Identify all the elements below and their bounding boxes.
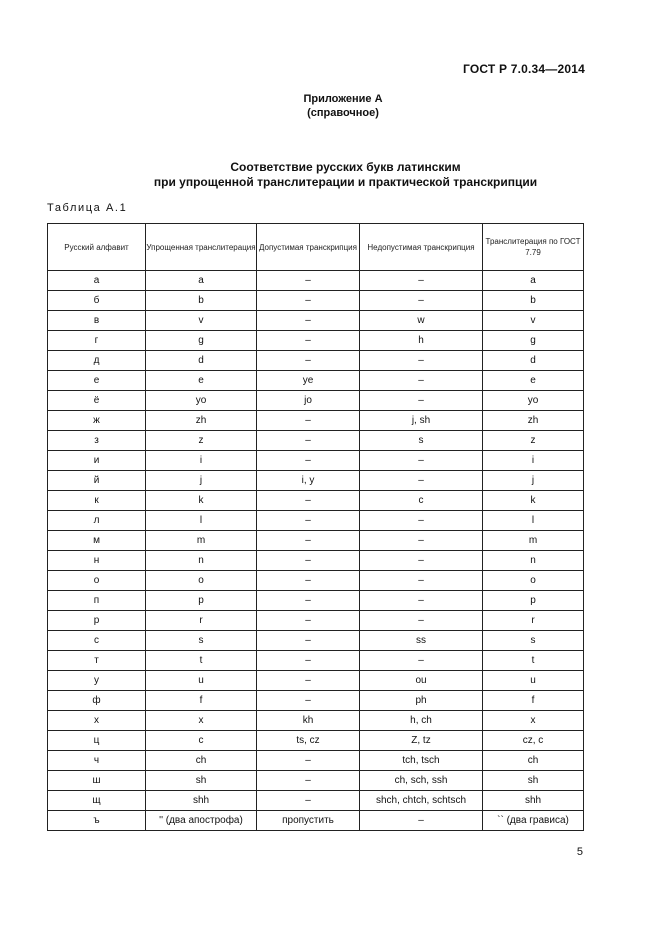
table-cell: – [257, 671, 360, 691]
column-header: Недопустимая транскрипция [360, 224, 483, 271]
table-cell: – [257, 451, 360, 471]
table-cell: e [146, 371, 257, 391]
table-cell: – [360, 391, 483, 411]
table-cell: p [483, 591, 584, 611]
table-cell: у [48, 671, 146, 691]
table-cell: – [257, 591, 360, 611]
table-row [48, 411, 584, 431]
table-cell: u [146, 671, 257, 691]
table-cell: к [48, 491, 146, 511]
table-cell: t [146, 651, 257, 671]
table-cell: '' (два апострофа) [146, 811, 257, 831]
table-row [48, 491, 584, 511]
table-cell: b [483, 291, 584, 311]
table-cell: t [483, 651, 584, 671]
table-row [48, 711, 584, 731]
table-cell: – [257, 411, 360, 431]
table-cell: – [360, 611, 483, 631]
table-cell: r [146, 611, 257, 631]
table-cell: – [257, 771, 360, 791]
table-cell: ts, cz [257, 731, 360, 751]
table-cell: x [483, 711, 584, 731]
table-row [48, 511, 584, 531]
table-cell: л [48, 511, 146, 531]
table-cell: s [360, 431, 483, 451]
table-cell: Z, tz [360, 731, 483, 751]
table-header-row [48, 224, 584, 271]
table-cell: – [257, 351, 360, 371]
table-cell: i [146, 451, 257, 471]
table-row [48, 571, 584, 591]
table-cell: – [360, 811, 483, 831]
table-cell: `` (два грависа) [483, 811, 584, 831]
table-cell: w [360, 311, 483, 331]
table-cell: ye [257, 371, 360, 391]
table-cell: k [483, 491, 584, 511]
table-cell: e [483, 371, 584, 391]
table-cell: r [483, 611, 584, 631]
table-cell: d [146, 351, 257, 371]
table-cell: v [483, 311, 584, 331]
table-cell: p [146, 591, 257, 611]
table-cell: е [48, 371, 146, 391]
table-row [48, 451, 584, 471]
table-cell: – [257, 551, 360, 571]
transliteration-table [47, 223, 584, 831]
table-cell: sh [146, 771, 257, 791]
table-cell: щ [48, 791, 146, 811]
table-cell: – [257, 511, 360, 531]
appendix-type: (справочное) [307, 107, 379, 119]
column-header: Русский алфавит [48, 224, 146, 271]
table-cell: z [146, 431, 257, 451]
table-cell: sh [483, 771, 584, 791]
table-cell: zh [483, 411, 584, 431]
table-cell: – [257, 691, 360, 711]
column-header: Транслитерация по ГОСТ 7.79 [483, 224, 584, 271]
table-cell: cz, c [483, 731, 584, 751]
table-cell: j [483, 471, 584, 491]
table-cell: – [360, 471, 483, 491]
table-cell: m [483, 531, 584, 551]
appendix-label: Приложение А [303, 93, 383, 105]
table-cell: и [48, 451, 146, 471]
table-cell: b [146, 291, 257, 311]
table-cell: о [48, 571, 146, 591]
table-cell: ъ [48, 811, 146, 831]
table-cell: ss [360, 631, 483, 651]
table-cell: l [483, 511, 584, 531]
table-row [48, 651, 584, 671]
table-cell: пропустить [257, 811, 360, 831]
table-cell: f [146, 691, 257, 711]
table-cell: т [48, 651, 146, 671]
table-cell: f [483, 691, 584, 711]
table-cell: d [483, 351, 584, 371]
table-cell: – [257, 531, 360, 551]
table-cell: – [257, 331, 360, 351]
table-row [48, 771, 584, 791]
table-cell: l [146, 511, 257, 531]
table-row [48, 591, 584, 611]
table-cell: s [483, 631, 584, 651]
table-cell: – [360, 351, 483, 371]
table-cell: м [48, 531, 146, 551]
table-cell: i, y [257, 471, 360, 491]
table-cell: tch, tsch [360, 751, 483, 771]
table-cell: ch, sch, ssh [360, 771, 483, 791]
table-cell: – [257, 611, 360, 631]
table-cell: v [146, 311, 257, 331]
table-cell: ф [48, 691, 146, 711]
table-cell: – [257, 311, 360, 331]
table-cell: k [146, 491, 257, 511]
table-cell: c [360, 491, 483, 511]
table-cell: c [146, 731, 257, 751]
table-row [48, 691, 584, 711]
table-cell: ч [48, 751, 146, 771]
table-cell: – [360, 451, 483, 471]
table-cell: – [360, 291, 483, 311]
table-cell: shh [146, 791, 257, 811]
table-cell: – [257, 791, 360, 811]
table-row [48, 311, 584, 331]
table-cell: yo [146, 391, 257, 411]
table-cell: г [48, 331, 146, 351]
column-header: Упрощенная транслитерация [146, 224, 257, 271]
table-cell: д [48, 351, 146, 371]
table-row [48, 471, 584, 491]
table-row [48, 611, 584, 631]
column-header: Допустимая транскрипция [257, 224, 360, 271]
title-line-2: при упрощенной транслитерации и практической транскрипции [153, 175, 538, 189]
table-cell: – [257, 651, 360, 671]
table-cell: ц [48, 731, 146, 751]
table-cell: g [146, 331, 257, 351]
table-caption: Таблица А.1 [47, 202, 128, 214]
table-cell: ш [48, 771, 146, 791]
table-cell: n [483, 551, 584, 571]
table-cell: s [146, 631, 257, 651]
table-cell: – [257, 291, 360, 311]
table-row [48, 291, 584, 311]
table-row [48, 391, 584, 411]
table-cell: – [257, 491, 360, 511]
table-cell: – [360, 591, 483, 611]
table-row [48, 751, 584, 771]
page-number: 5 [576, 846, 583, 858]
table-cell: – [360, 511, 483, 531]
table-cell: a [146, 271, 257, 291]
table-body [48, 271, 584, 831]
table-row [48, 351, 584, 371]
table-cell: п [48, 591, 146, 611]
table-cell: – [257, 271, 360, 291]
table-row [48, 671, 584, 691]
title-line-1: Соответствие русских букв латинским [230, 160, 461, 174]
table-cell: с [48, 631, 146, 651]
table-cell: g [483, 331, 584, 351]
table-cell: н [48, 551, 146, 571]
table-cell: – [360, 371, 483, 391]
table-cell: – [257, 431, 360, 451]
table-cell: р [48, 611, 146, 631]
table-cell: j, sh [360, 411, 483, 431]
table-cell: jo [257, 391, 360, 411]
table-row [48, 331, 584, 351]
table-cell: h, ch [360, 711, 483, 731]
table-cell: з [48, 431, 146, 451]
table-cell: – [360, 651, 483, 671]
table-cell: ж [48, 411, 146, 431]
table-cell: – [360, 531, 483, 551]
table-cell: shh [483, 791, 584, 811]
table-cell: kh [257, 711, 360, 731]
table-cell: – [257, 631, 360, 651]
table-cell: х [48, 711, 146, 731]
table-cell: u [483, 671, 584, 691]
table-cell: shch, chtch, schtsch [360, 791, 483, 811]
table-cell: zh [146, 411, 257, 431]
table-cell: ё [48, 391, 146, 411]
table-cell: x [146, 711, 257, 731]
table-cell: a [483, 271, 584, 291]
table-row [48, 631, 584, 651]
table-cell: h [360, 331, 483, 351]
table-cell: в [48, 311, 146, 331]
table-row [48, 811, 584, 831]
table-cell: – [360, 551, 483, 571]
table-row [48, 371, 584, 391]
appendix-heading [0, 92, 661, 120]
table-cell: б [48, 291, 146, 311]
table-row [48, 551, 584, 571]
table-row [48, 271, 584, 291]
table-cell: й [48, 471, 146, 491]
table-cell: ph [360, 691, 483, 711]
document-code: ГОСТ Р 7.0.34—2014 [462, 62, 585, 76]
table-cell: n [146, 551, 257, 571]
table-row [48, 791, 584, 811]
table-cell: j [146, 471, 257, 491]
table-cell: m [146, 531, 257, 551]
table-cell: o [483, 571, 584, 591]
table-row [48, 431, 584, 451]
table-cell: – [360, 271, 483, 291]
table-cell: – [257, 571, 360, 591]
table-cell: ch [146, 751, 257, 771]
table-cell: – [257, 751, 360, 771]
page-title [0, 160, 661, 190]
table-row [48, 531, 584, 551]
table-cell: i [483, 451, 584, 471]
table-cell: ch [483, 751, 584, 771]
table-cell: yo [483, 391, 584, 411]
table-cell: а [48, 271, 146, 291]
table-row [48, 731, 584, 751]
table-cell: ou [360, 671, 483, 691]
table-cell: z [483, 431, 584, 451]
table-cell: o [146, 571, 257, 591]
table-cell: – [360, 571, 483, 591]
